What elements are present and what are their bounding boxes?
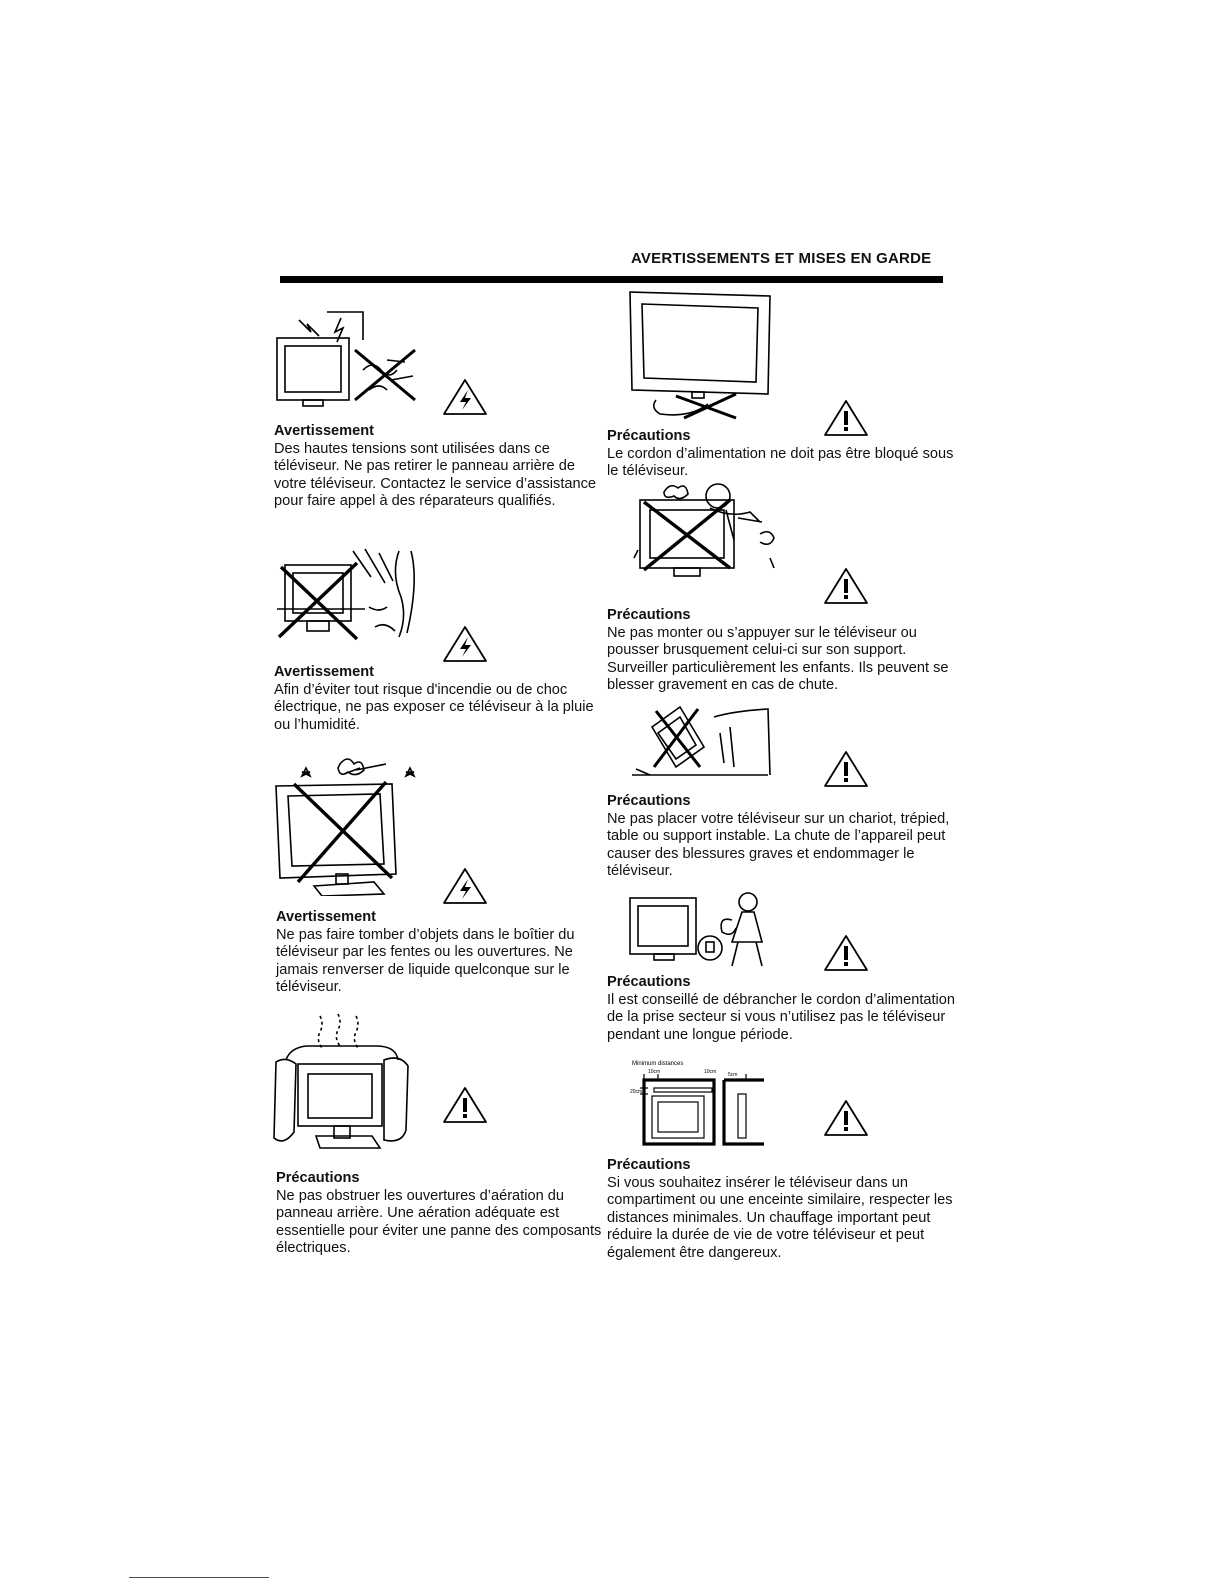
high-voltage-warning-icon (441, 866, 489, 906)
caution-block-unplug (607, 974, 962, 1044)
block-title: Précautions (607, 1157, 691, 1173)
diagram-label-side: 5cm (728, 1072, 738, 1078)
block-text: Si vous souhaitez insérer le téléviseur dans un compartiment ou une enceinte similaire, respecter les distances minimales. Un chauffage important peut réduire la durée de vie de votre téléviseur et peut également être dangereux. (607, 1174, 953, 1261)
block-text: Ne pas obstruer les ouvertures d’aération du panneau arrière. Une aération adéquate est essentielle pour éviter une panne des composants électriques. (276, 1187, 602, 1257)
tv-unplug-illustration (628, 890, 778, 970)
block-text: Ne pas monter ou s’appuyer sur le téléviseur ou pousser brusquement celui-ci sur son support. Surveiller particulièrement les enfants. Ils peuvent se blesser gravement en cas de chute. (607, 624, 949, 694)
diagram-label-top-right: 10cm (704, 1069, 717, 1075)
caution-block-climbing (607, 607, 962, 695)
minimum-distances-diagram (628, 1058, 773, 1150)
caution-warning-icon (822, 933, 870, 973)
footer-rule (129, 1577, 269, 1578)
caution-warning-icon (441, 1085, 489, 1125)
diagram-label-height: 20cm (630, 1089, 643, 1095)
block-title: Précautions (607, 793, 691, 809)
block-text: Ne pas placer votre téléviseur sur un chariot, trépied, table ou support instable. La chute de l’appareil peut causer des blessures graves et endommager le téléviseur. (607, 810, 950, 880)
block-text: Ne pas faire tomber d’objets dans le boîtier du téléviseur par les fentes ou les ouvertures. Ne jamais renverser de liquide quelconque sur le téléviseur. (276, 926, 575, 996)
block-title: Précautions (607, 428, 691, 444)
block-text: Afin d’éviter tout risque d'incendie ou de choc électrique, ne pas exposer ce téléviseur à la pluie ou l’humidité. (274, 681, 594, 733)
warning-block-high-voltage (274, 423, 609, 511)
tv-power-cord-illustration (626, 290, 776, 420)
warning-block-objects-liquids (276, 909, 611, 997)
tv-child-climbing-illustration (630, 478, 780, 584)
tv-objects-vents-illustration (274, 756, 434, 896)
caution-warning-icon (822, 1098, 870, 1138)
diagram-heading: Minimum distances (632, 1061, 684, 1067)
page-title: AVERTISSEMENTS ET MISES EN GARDE (631, 250, 932, 267)
block-title: Avertissement (274, 423, 375, 439)
block-title: Précautions (607, 607, 691, 623)
block-title: Précautions (607, 974, 691, 990)
warning-block-rain-humidity (274, 664, 609, 734)
block-title: Précautions (276, 1170, 360, 1186)
block-title: Avertissement (274, 664, 375, 680)
caution-block-minimum-distances (607, 1157, 962, 1263)
block-text: Des hautes tensions sont utilisées dans ce téléviseur. Ne pas retirer le panneau arrière de votre téléviseur. Contactez le service d’assistance pour faire appel à des réparateurs qualifiés. (274, 440, 597, 510)
high-voltage-warning-icon (441, 624, 489, 664)
block-text: Le cordon d’alimentation ne doit pas être bloqué sous le téléviseur. (607, 445, 954, 480)
tv-rain-humidity-illustration (275, 547, 435, 647)
diagram-label-top-left: 10cm (648, 1069, 661, 1075)
caution-block-ventilation (276, 1170, 611, 1258)
tv-covered-ventilation-illustration (272, 1012, 412, 1154)
caution-block-unstable-stand (607, 793, 957, 881)
caution-block-power-cord (607, 428, 957, 481)
tv-unstable-stand-illustration (630, 703, 780, 783)
tv-back-panel-illustration (275, 310, 435, 420)
caution-warning-icon (822, 749, 870, 789)
header-rule (280, 276, 943, 283)
block-text: Il est conseillé de débrancher le cordon d’alimentation de la prise secteur si vous n’utilisez pas le téléviseur pendant une longue période. (607, 991, 956, 1043)
high-voltage-warning-icon (441, 377, 489, 417)
block-title: Avertissement (276, 909, 377, 925)
caution-warning-icon (822, 566, 870, 606)
